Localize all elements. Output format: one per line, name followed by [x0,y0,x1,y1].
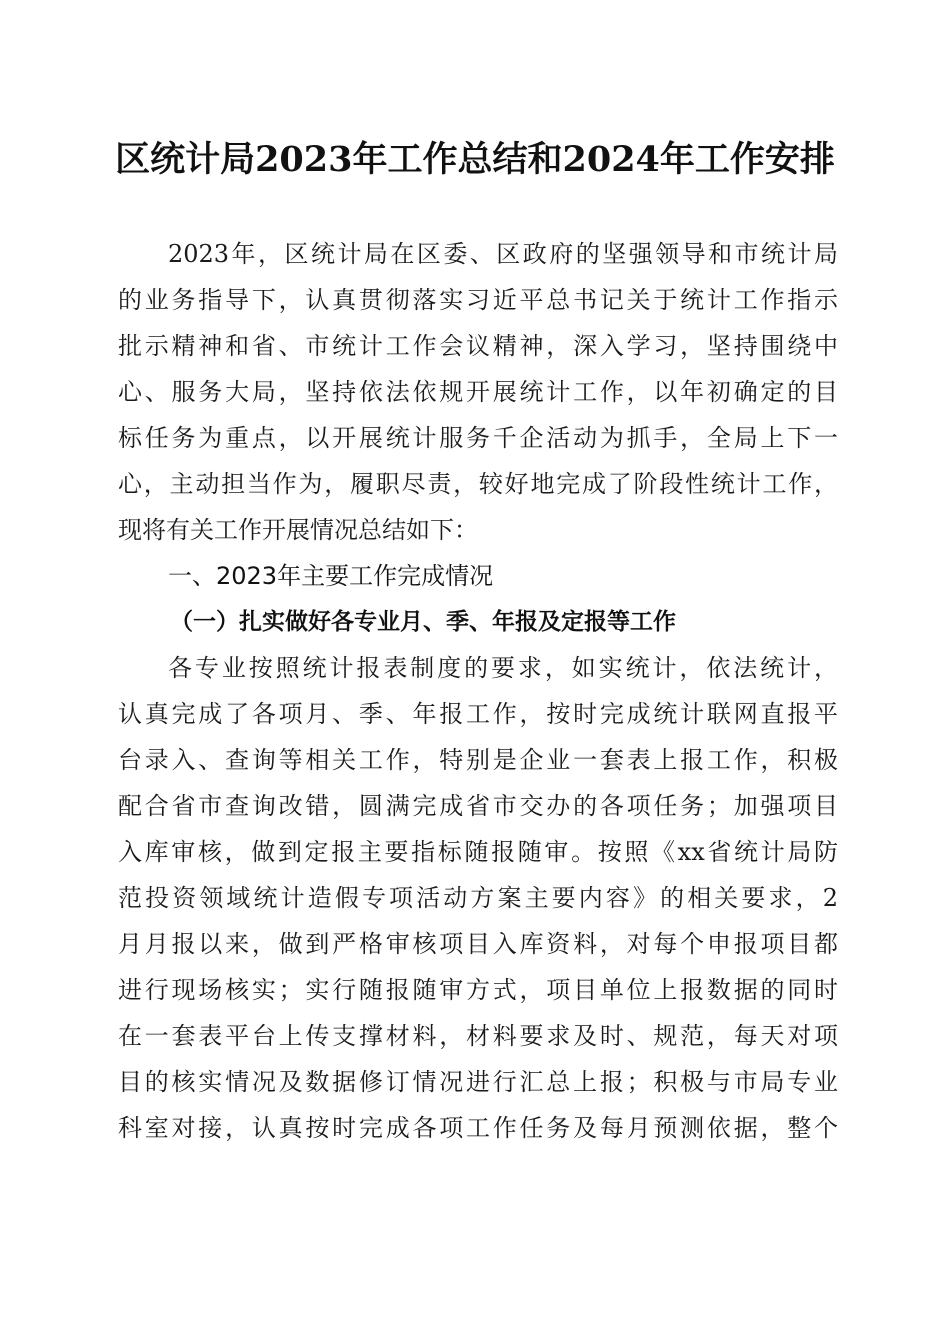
intro-line: 现将有关工作开展情况总结如下： [118,516,478,544]
body-line: 科室对接，认真按时完成各项工作任务及每月预测依据，整个 [118,1114,838,1142]
body-line: 入库审核，做到定报主要指标随报随审。按照《xx省统计局防 [118,838,838,866]
body-line: 台录入、查询等相关工作，特别是企业一套表上报工作，积极 [118,746,838,774]
intro-line: 标任务为重点，以开展统计服务千企活动为抓手，全局上下一 [118,424,838,452]
body-line: 配合省市查询改错，圆满完成省市交办的各项任务；加强项目 [118,792,838,820]
intro-line: 2023年，区统计局在区委、区政府的坚强领导和市统计局 [168,240,838,268]
body-line: 在一套表平台上传支撑材料，材料要求及时、规范，每天对项 [118,1022,838,1050]
intro-line: 批示精神和省、市统计工作会议精神，深入学习，坚持围绕中 [118,332,838,360]
body-line: 各专业按照统计报表制度的要求，如实统计，依法统计， [168,654,838,682]
body-line: 目的核实情况及数据修订情况进行汇总上报；积极与市局专业 [118,1068,838,1096]
section-heading: 一、2023年主要工作完成情况 [168,562,494,590]
body-line: 认真完成了各项月、季、年报工作，按时完成统计联网直报平 [118,700,838,728]
intro-line: 心、服务大局，坚持依法依规开展统计工作，以年初确定的目 [118,378,838,406]
subsection-heading: （一）扎实做好各专业月、季、年报及定报等工作 [170,608,676,635]
document-title: 区统计局2023年工作总结和2024年工作安排 [115,139,835,180]
body-line: 进行现场核实；实行随报随审方式，项目单位上报数据的同时 [118,976,838,1004]
intro-line: 心，主动担当作为，履职尽责，较好地完成了阶段性统计工作， [118,470,838,498]
intro-line: 的业务指导下，认真贯彻落实习近平总书记关于统计工作指示 [118,286,838,314]
body-line: 范投资领域统计造假专项活动方案主要内容》的相关要求，2 [118,884,838,912]
body-line: 月月报以来，做到严格审核项目入库资料，对每个申报项目都 [118,930,838,958]
